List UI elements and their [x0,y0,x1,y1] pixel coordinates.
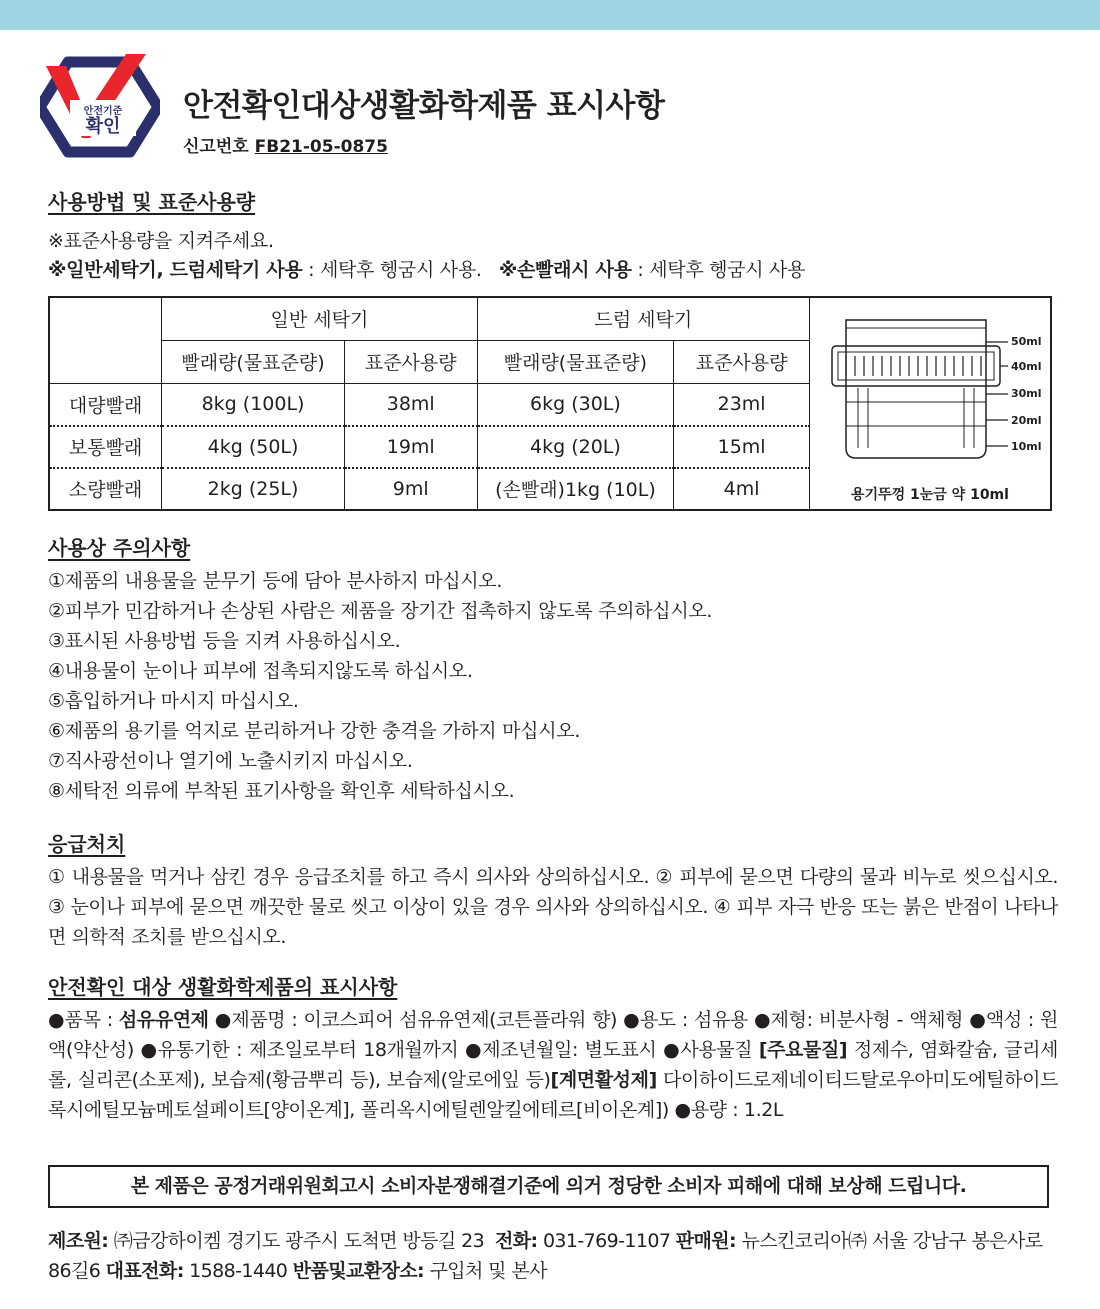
registration-number: 신고번호 FB21-05-0875 [183,137,388,157]
measuring-cap-diagram [809,296,1052,511]
measuring-cap-icon [810,298,1050,478]
cell: 38ml [344,383,477,425]
table-row [49,468,810,510]
col-dose-general: 표준사용량 [344,340,477,383]
usage-note-2: ※일반세탁기, 드럼세탁기 사용 : 세탁후 헹굼시 사용. ※손빨래시 사용 : 세탁후 헹굼시 사용 [48,259,806,281]
caution-item: ⑤흡입하거나 마시지 마십시오. [48,690,299,712]
cell: 19ml [344,426,477,468]
group-general-washer: 일반 세탁기 [162,297,477,340]
cell: 23ml [674,383,810,425]
col-dose-drum: 표준사용량 [674,340,810,383]
logo-main-text: 확인 [85,116,121,137]
row-label: 보통빨래 [49,426,162,468]
table-corner [49,297,162,383]
scale-label: 30ml [1011,387,1042,400]
col-load-general: 빨래량(물표준량) [162,340,345,383]
page-title: 안전확인대상생활화학제품 표시사항 [183,88,665,124]
caution-item: ④내용물이 눈이나 피부에 접촉되지않도록 하십시오. [48,660,473,682]
cell: 4kg (20L) [477,426,674,468]
cell: 2kg (25L) [162,468,345,510]
row-label: 소량빨래 [49,468,162,510]
usage-note-1: ※표준사용량을 지켜주세요. [48,230,274,252]
top-color-bar [0,0,1100,30]
caution-item: ①제품의 내용물을 분무기 등에 담아 분사하지 마십시오. [48,570,503,592]
logo-top-text: 안전기준 [83,106,123,117]
row-label: 대량빨래 [49,383,162,425]
cell: 9ml [344,468,477,510]
scale-label: 50ml [1011,335,1042,348]
cell: 4ml [674,468,810,510]
usage-heading: 사용방법 및 표준사용량 [48,190,256,214]
caution-item: ⑦직사광선이나 열기에 노출시키지 마십시오. [48,750,413,772]
caution-item: ⑧세탁전 의류에 부착된 표기사항을 확인후 세탁하십시오. [48,780,515,802]
compensation-notice: 본 제품은 공정거래위원회고시 소비자분쟁해결기준에 의거 정당한 소비자 피해에 대해 보상해 드립니다. [48,1165,1049,1208]
cautions-heading: 사용상 주의사항 [48,536,191,560]
col-load-drum: 빨래량(물표준량) [477,340,674,383]
labeling-text: ●품목 : 섬유유연제 ●제품명 : 이코스피어 섬유유연제(코튼플라워 향) ●용도 : 섬유용 ●제형: 비분사형 - 액체형 ●액성 : 원액(약산성) ●유통기한 : 제조일로부터 18개월까지 ●제조년월일: 별도표시 ●사용물질 [주요물질] 정제수, 염화칼슘, 글리세롤, 실리콘(소포제), 보습제(황금뿌리 등), 보습제(알로에잎 등)[계면활성제] 다이하이드로제네이티드탈로우아미도에틸하이드록시에틸모늄메토설페이트[양이온계], 폴리옥시에틸렌알킬에테르[비이온계]) ●용량 : 1.2L [48,1009,1058,1121]
cell: 8kg (100L) [162,383,345,425]
caution-item: ③표시된 사용방법 등을 지켜 사용하십시오. [48,630,401,652]
table-row [49,426,810,468]
group-drum-washer: 드럼 세탁기 [477,297,809,340]
cell: 6kg (30L) [477,383,674,425]
usage-table [48,296,810,511]
cap-caption: 용기뚜껑 1눈금 약 10ml [851,487,1009,503]
caution-item: ②피부가 민감하거나 손상된 사람은 제품을 장기간 접촉하지 않도록 주의하십시오. [48,600,713,622]
footer-info: 제조원: ㈜금강하이켐 경기도 광주시 도척면 방등길 23 전화: 031-769-1107 판매원: 뉴스킨코리아㈜ 서울 강남구 봉은사로 86길6 대표전화: 1588-1440 반품및교환장소: 구입처 및 본사 [48,1230,1048,1282]
safety-check-logo [40,52,160,162]
caution-item: ⑥제품의 용기를 억지로 분리하거나 강한 충격을 가하지 마십시오. [48,720,581,742]
scale-label: 20ml [1011,414,1042,427]
cell: 4kg (50L) [162,426,345,468]
first-aid-text: ① 내용물을 먹거나 삼킨 경우 응급조치를 하고 즉시 의사와 상의하십시오. ② 피부에 묻으면 다량의 물과 비누로 씻으십시오. ③ 눈이나 피부에 묻으면 깨끗한 물로 씻고 이상이 있을 경우 의사와 상의하십시오. ④ 피부 자극 반응 또는 붉은 반점이 나타나면 의학적 조치를 받으십시오. [48,866,1058,948]
first-aid-heading: 응급처치 [48,832,126,856]
cell: (손빨래)1kg (10L) [477,468,674,510]
scale-label: 10ml [1011,440,1042,453]
scale-label: 40ml [1011,360,1042,373]
labeling-heading: 안전확인 대상 생활화학제품의 표시사항 [48,975,398,999]
cell: 15ml [674,426,810,468]
table-row [49,383,810,425]
